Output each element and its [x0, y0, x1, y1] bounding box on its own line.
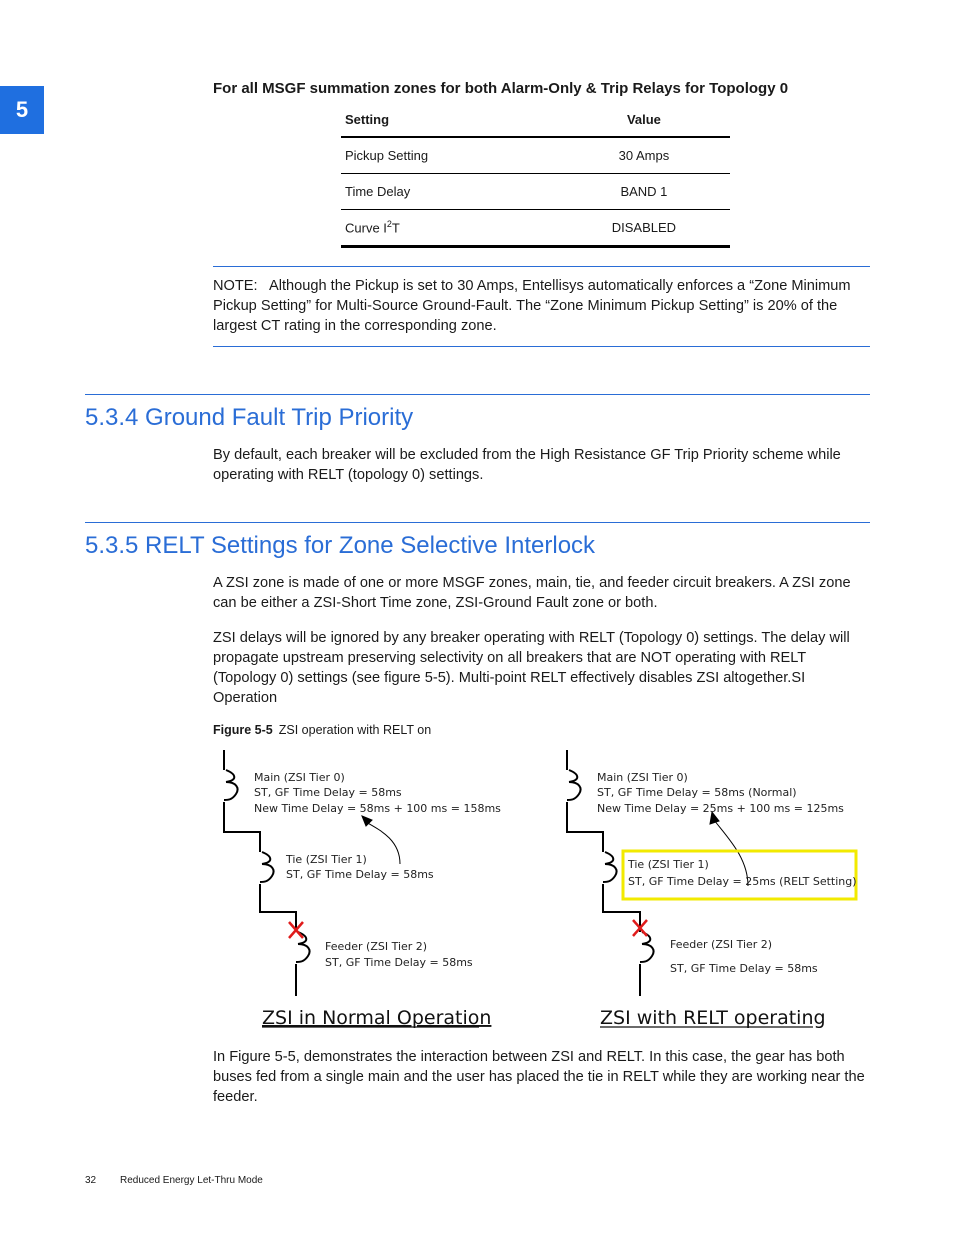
table-row	[341, 174, 730, 210]
column-header-setting: Setting	[341, 103, 558, 137]
footer-section-title: Reduced Energy Let-Thru Mode	[120, 1175, 263, 1186]
figure-caption	[213, 723, 431, 737]
left-tie-breaker	[260, 852, 274, 882]
section-heading-ground-fault-trip-priority: 5.3.4 Ground Fault Trip Priority	[85, 404, 414, 431]
value-cell: BAND 1	[558, 174, 730, 210]
right-tie-breaker	[603, 852, 617, 882]
left-main-new-delay: New Time Delay = 58ms + 100 ms = 158ms	[254, 802, 501, 815]
left-arrow-curve	[366, 822, 400, 864]
left-feeder-delay: ST, GF Time Delay = 58ms	[325, 956, 473, 969]
setting-cell	[341, 210, 558, 247]
footer-page-number: 32	[85, 1175, 97, 1186]
right-main-label: Main (ZSI Tier 0)	[597, 771, 688, 784]
setting-text-end: T	[391, 220, 400, 236]
right-tie-delay: ST, GF Time Delay = 25ms (RELT Setting)	[628, 875, 857, 888]
figure-caption-text: ZSI operation with RELT on	[278, 723, 432, 737]
section-heading-relt-zsi: 5.3.5 RELT Settings for Zone Selective Interlock	[85, 532, 596, 559]
table-title: For all MSGF summation zones for both Alarm-Only & Trip Relays for Topology 0	[213, 80, 789, 97]
left-main-label: Main (ZSI Tier 0)	[254, 771, 345, 784]
closing-paragraph: In Figure 5-5, demonstrates the interaction between ZSI and RELT. In this case, the gear has both buses fed from a single main and the user has placed the tie in RELT while they are working near the feeder.	[213, 1049, 865, 1105]
column-header-value: Value	[558, 103, 730, 137]
right-main-new-delay: New Time Delay = 25ms + 100 ms = 125ms	[597, 802, 844, 815]
figure-label: Figure 5-5	[213, 723, 273, 737]
value-cell: DISABLED	[558, 210, 730, 247]
section-rule	[85, 394, 870, 395]
right-main-breaker	[567, 770, 581, 800]
note-top-rule	[213, 266, 870, 267]
section-535-para-2: ZSI delays will be ignored by any breaker operating with RELT (Topology 0) settings. The delay will propagate upstream preserving selectivity on all breakers that are NOT operating with RELT (Topology 0) settings (see figure 5-5). Multi-point RELT effectively disables ZSI altogether.SI Operation	[213, 630, 850, 706]
note-bottom-rule	[213, 346, 870, 347]
section-535-para-1: A ZSI zone is made of one or more MSGF zones, main, tie, and feeder circuit breakers. A ZSI zone can be either a ZSI-Short Time zone, ZSI-Ground Fault zone or both.	[213, 575, 851, 611]
right-feeder-breaker	[640, 932, 654, 962]
left-tie-delay: ST, GF Time Delay = 58ms	[286, 868, 434, 881]
note-label: NOTE:	[213, 278, 258, 294]
settings-table	[341, 103, 730, 248]
section-rule	[85, 522, 870, 523]
section-534-body: By default, each breaker will be excluded from the High Resistance GF Trip Priority scheme while operating with RELT (topology 0) settings.	[213, 447, 841, 483]
superscript: 2	[386, 219, 392, 230]
table-header-row	[341, 103, 730, 137]
right-main-delay: ST, GF Time Delay = 58ms (Normal)	[597, 786, 797, 799]
left-diagram-title: ZSI in Normal Operation	[262, 1007, 492, 1029]
left-feeder-label: Feeder (ZSI Tier 2)	[325, 940, 428, 953]
right-tie-label: Tie (ZSI Tier 1)	[628, 858, 709, 871]
chapter-tab: 5	[0, 86, 44, 134]
right-diagram-title: ZSI with RELT operating	[600, 1007, 826, 1029]
right-feeder-label: Feeder (ZSI Tier 2)	[670, 938, 773, 951]
table-row	[341, 210, 730, 247]
right-feeder-delay: ST, GF Time Delay = 58ms	[670, 962, 818, 975]
setting-cell: Time Delay	[341, 174, 558, 210]
note-block	[213, 276, 870, 336]
note-text: Although the Pickup is set to 30 Amps, Entellisys automatically enforces a “Zone Minimum Pickup Setting” for Multi-Source Ground-Fault. The “Zone Minimum Pickup Setting” is 20% of the largest CT rating in the corresponding zone.	[213, 278, 851, 334]
left-main-delay: ST, GF Time Delay = 58ms	[254, 786, 402, 799]
table-row	[341, 137, 730, 174]
zsi-figure	[0, 740, 954, 1040]
setting-text: Curve I	[345, 220, 387, 236]
left-main-breaker	[224, 770, 238, 800]
setting-cell: Pickup Setting	[341, 137, 558, 174]
left-tie-label: Tie (ZSI Tier 1)	[286, 853, 367, 866]
value-cell: 30 Amps	[558, 137, 730, 174]
